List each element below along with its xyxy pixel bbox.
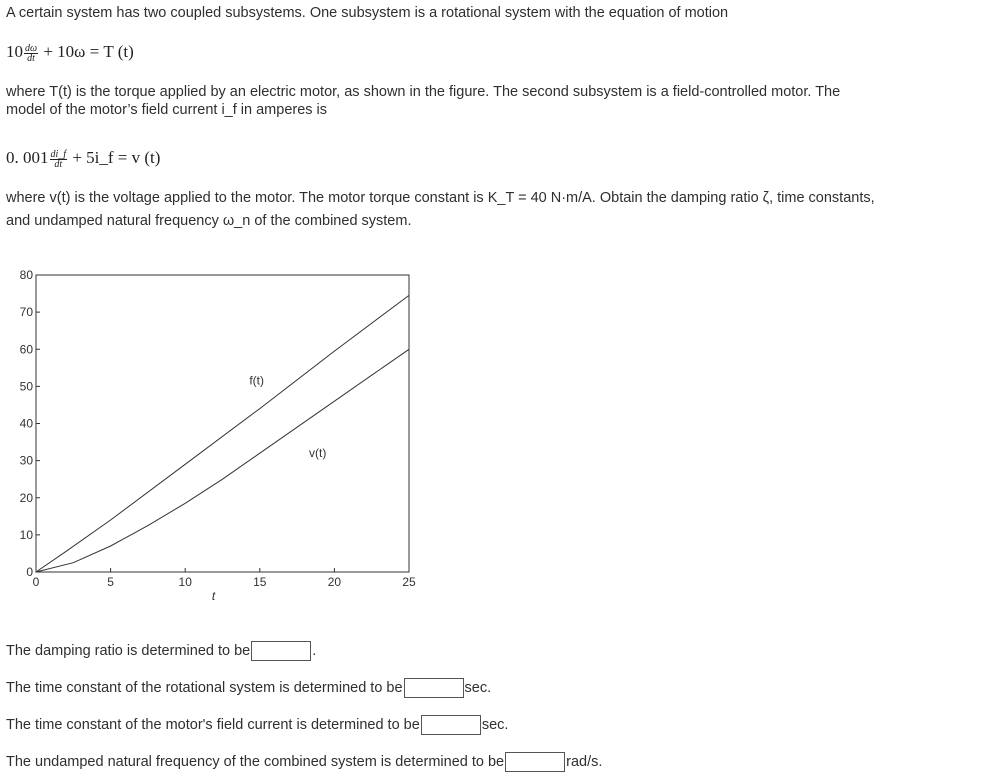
- x-tick-label: 10: [178, 575, 192, 589]
- x-tick-label: 0: [32, 575, 40, 589]
- plot-frame: [36, 275, 409, 572]
- problem-intro: A certain system has two coupled subsystems. One subsystem is a rotational system with the equation of motion: [6, 5, 729, 21]
- tc-field-prompt: The time constant of the motor's field current is determined to be: [6, 716, 420, 733]
- y-tick-label: 0: [26, 565, 33, 579]
- problem-motor-line2: model of the motor’s field current i_f in amperes is: [6, 102, 328, 118]
- damping-prompt: The damping ratio is determined to be: [6, 642, 251, 659]
- eq2-derivative: [50, 150, 68, 169]
- rotational-time-constant-input[interactable]: [404, 678, 464, 698]
- series-line-torque: [36, 295, 409, 572]
- y-tick-label: 60: [19, 342, 33, 357]
- eq2-rest: + 5i_f = v (t): [72, 148, 161, 167]
- eq1-derivative: [24, 44, 38, 63]
- x-axis: [33, 568, 416, 589]
- y-tick-label: 30: [19, 453, 33, 468]
- y-tick-label: 70: [19, 305, 33, 320]
- equation-rotational: [6, 42, 134, 63]
- y-axis: [20, 268, 40, 579]
- answer-damping-ratio: [6, 641, 316, 661]
- eq2-frac-numerator: di_f: [50, 148, 67, 160]
- problem-question-line2: and undamped natural frequency ω_n of the combined system.: [6, 213, 412, 229]
- problem-motor-line1: where T(t) is the torque applied by an electric motor, as shown in the figure. The second subsystem is a field-controlled motor. The: [6, 84, 841, 100]
- eq1-rest: + 10ω = T (t): [43, 42, 134, 61]
- y-tick-label: 80: [19, 268, 33, 282]
- natural-frequency-input[interactable]: [505, 752, 565, 772]
- tc-field-suffix: sec.: [481, 716, 509, 733]
- answer-rotational-time-constant: [6, 678, 491, 698]
- equation-field-current: [6, 148, 160, 169]
- answer-natural-frequency: [6, 752, 602, 772]
- y-tick-label: 50: [19, 379, 33, 394]
- answer-field-time-constant: [6, 715, 508, 735]
- eq2-frac-denominator: dt: [54, 158, 63, 170]
- x-axis-label: t: [211, 589, 216, 603]
- eq1-frac-denominator: dt: [27, 52, 35, 64]
- problem-question-line1: where v(t) is the voltage applied to the motor. The motor torque constant is K_T = 40 N·m/A. Obtain the damping ratio ζ, time constants,: [6, 190, 875, 206]
- series-annotation-torque: f(t): [249, 373, 265, 388]
- tc-rot-suffix: sec.: [464, 679, 492, 696]
- tc-rot-prompt: The time constant of the rotational system is determined to be: [6, 679, 403, 696]
- wn-prompt: The undamped natural frequency of the combined system is determined to be: [6, 753, 505, 770]
- y-tick-label: 10: [19, 527, 33, 542]
- series-line-voltage: [36, 349, 409, 572]
- torque-voltage-chart: [0, 262, 440, 607]
- wn-suffix: rad/s.: [566, 753, 603, 770]
- series-annotation-voltage: v(t): [309, 445, 327, 460]
- x-tick-label: 20: [327, 575, 342, 589]
- x-tick-label: 15: [253, 575, 267, 589]
- damping-suffix: .: [312, 642, 317, 659]
- eq2-coefficient: 0. 001: [6, 148, 49, 167]
- eq1-frac-numerator: dω: [25, 42, 38, 54]
- x-tick-label: 25: [402, 575, 416, 589]
- y-tick-label: 20: [19, 490, 33, 505]
- y-tick-label: 40: [19, 416, 33, 431]
- series-group: [36, 295, 409, 572]
- x-tick-label: 5: [107, 575, 114, 589]
- eq1-coefficient: 10: [6, 42, 23, 61]
- damping-ratio-input[interactable]: [251, 641, 311, 661]
- field-time-constant-input[interactable]: [421, 715, 481, 735]
